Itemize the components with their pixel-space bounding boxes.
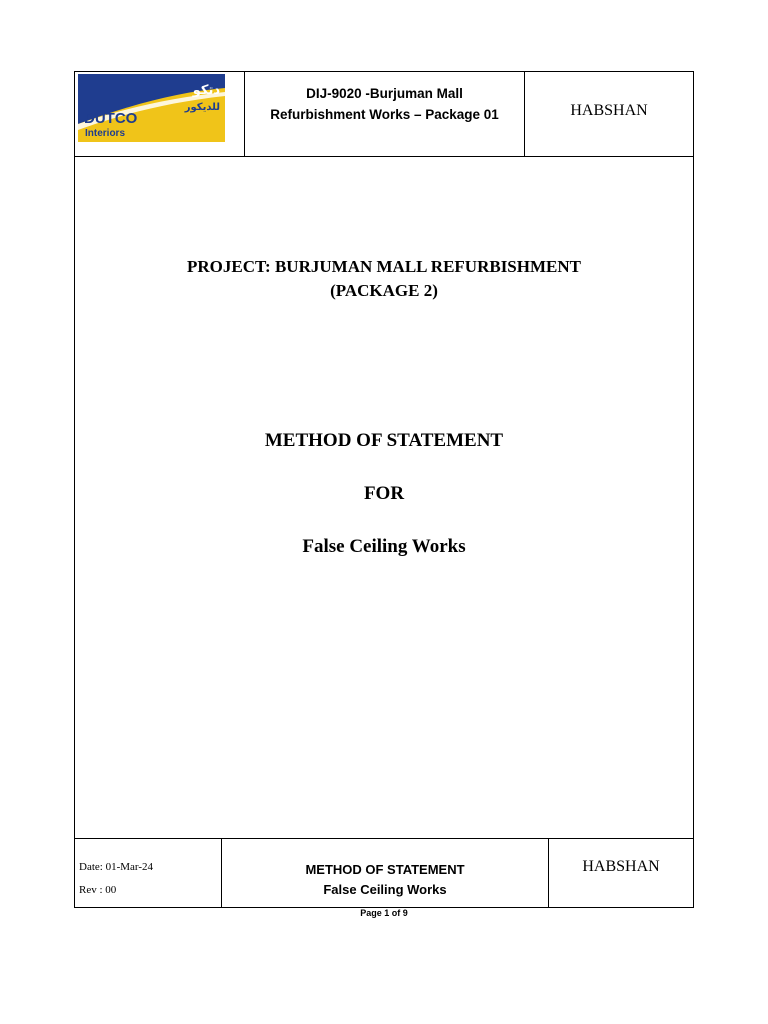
footer-row <box>75 838 693 908</box>
project-title-cell <box>245 72 525 156</box>
header-row <box>75 72 693 157</box>
project-title-line2: Refurbishment Works – Package 01 <box>270 107 499 122</box>
project-line2: (PACKAGE 2) <box>330 281 438 300</box>
logo-brand-text: DUTCO <box>84 110 138 127</box>
company-logo <box>78 74 225 142</box>
footer-doc-line2: False Ceiling Works <box>323 882 447 897</box>
document-revision: Rev : 00 <box>79 884 117 896</box>
logo-sub-text: Interiors <box>85 128 126 139</box>
footer-doc-line1: METHOD OF STATEMENT <box>305 862 465 877</box>
footer-doc-title-cell <box>222 839 549 908</box>
footer-client-name: HABSHAN <box>582 858 660 875</box>
footer-meta-cell <box>75 839 222 908</box>
logo-arabic-text: دتكو <box>192 83 220 98</box>
project-title-line1: DIJ-9020 -Burjuman Mall <box>306 86 463 101</box>
header-client-name: HABSHAN <box>570 102 648 119</box>
document-date: Date: 01-Mar-24 <box>79 861 154 873</box>
document-frame <box>74 71 694 908</box>
page-number: Page 1 of 9 <box>360 908 408 918</box>
svg-text:للديكور: للديكور <box>184 102 220 113</box>
document-subject: False Ceiling Works <box>302 536 466 557</box>
logo-cell <box>75 72 245 156</box>
project-heading <box>75 255 693 303</box>
document-for-label: FOR <box>363 483 405 504</box>
document-heading: METHOD OF STATEMENT <box>264 430 504 451</box>
project-line1: PROJECT: BURJUMAN MALL REFURBISHMENT <box>186 257 581 276</box>
